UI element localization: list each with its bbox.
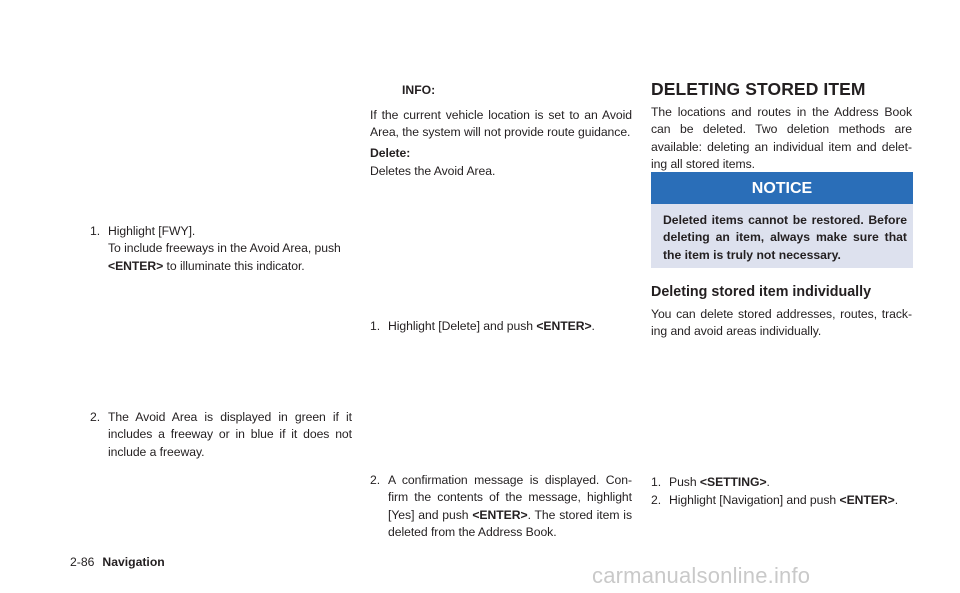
- middle-step-1: [370, 318, 632, 335]
- info-heading: INFO:: [402, 83, 436, 97]
- footer-section-name: Navigation: [102, 555, 165, 569]
- setting-key-label: <SETTING>: [699, 475, 767, 489]
- enter-key-label: <ENTER>: [839, 493, 895, 507]
- right-step-2: [651, 492, 931, 509]
- section-text: The locations and routes in the Address Book can be deleted. Two deletion methods are available: deleting an individual item and deleting all stored items.: [651, 105, 912, 172]
- sub-heading: Deleting stored item individually: [651, 284, 872, 300]
- enter-key-label: <ENTER>: [536, 319, 592, 333]
- notice-box: [651, 172, 913, 268]
- info-text: If the current vehicle location is set to an Avoid Area, the system will not provide route guidance.: [370, 108, 632, 140]
- delete-label: Delete:: [370, 146, 411, 160]
- step-number: 1.: [370, 319, 381, 333]
- step-description: To include freeways in the Avoid Area, push <ENTER> to illuminate this indicator.: [108, 241, 341, 273]
- page-number: 2-86: [70, 555, 95, 569]
- step-number: 2.: [370, 473, 381, 487]
- enter-key-label: <ENTER>: [472, 507, 528, 522]
- step-number: 2.: [90, 410, 101, 424]
- step-text: Push <SETTING>.: [669, 475, 770, 489]
- step-number: 2.: [651, 493, 662, 507]
- delete-description: Deletes the Avoid Area.: [370, 164, 496, 178]
- step-text: Highlight [Navigation] and push <ENTER>.: [669, 493, 899, 507]
- left-step-1: [90, 223, 352, 275]
- sub-text: You can delete stored addresses, routes, tracking and avoid areas individually.: [651, 307, 912, 339]
- middle-step-2: [370, 472, 632, 542]
- notice-text: Deleted items cannot be restored. Before deleting an item, always make sure that the item is truly not necessary.: [663, 213, 907, 262]
- enter-key-label: <ENTER>: [108, 258, 164, 273]
- step-number: 1.: [90, 224, 101, 238]
- step-title: Highlight [FWY].: [108, 224, 196, 238]
- step-text: A confirmation message is displayed. Confirm the contents of the message, highlight [Yes] and push <ENTER>. The stored item is deleted from the Address Book.: [388, 473, 632, 540]
- step-text: The Avoid Area is displayed in green if it includes a freeway or in blue if it does not include a freeway.: [108, 410, 352, 459]
- page-footer: [70, 555, 165, 569]
- left-step-2: [90, 409, 352, 461]
- right-step-1: [651, 474, 921, 491]
- notice-title: NOTICE: [651, 172, 913, 204]
- step-text: Highlight [Delete] and push <ENTER>.: [388, 319, 595, 333]
- section-heading: DELETING STORED ITEM: [651, 79, 866, 99]
- watermark: carmanualsonline.info: [592, 563, 811, 588]
- step-number: 1.: [651, 475, 662, 489]
